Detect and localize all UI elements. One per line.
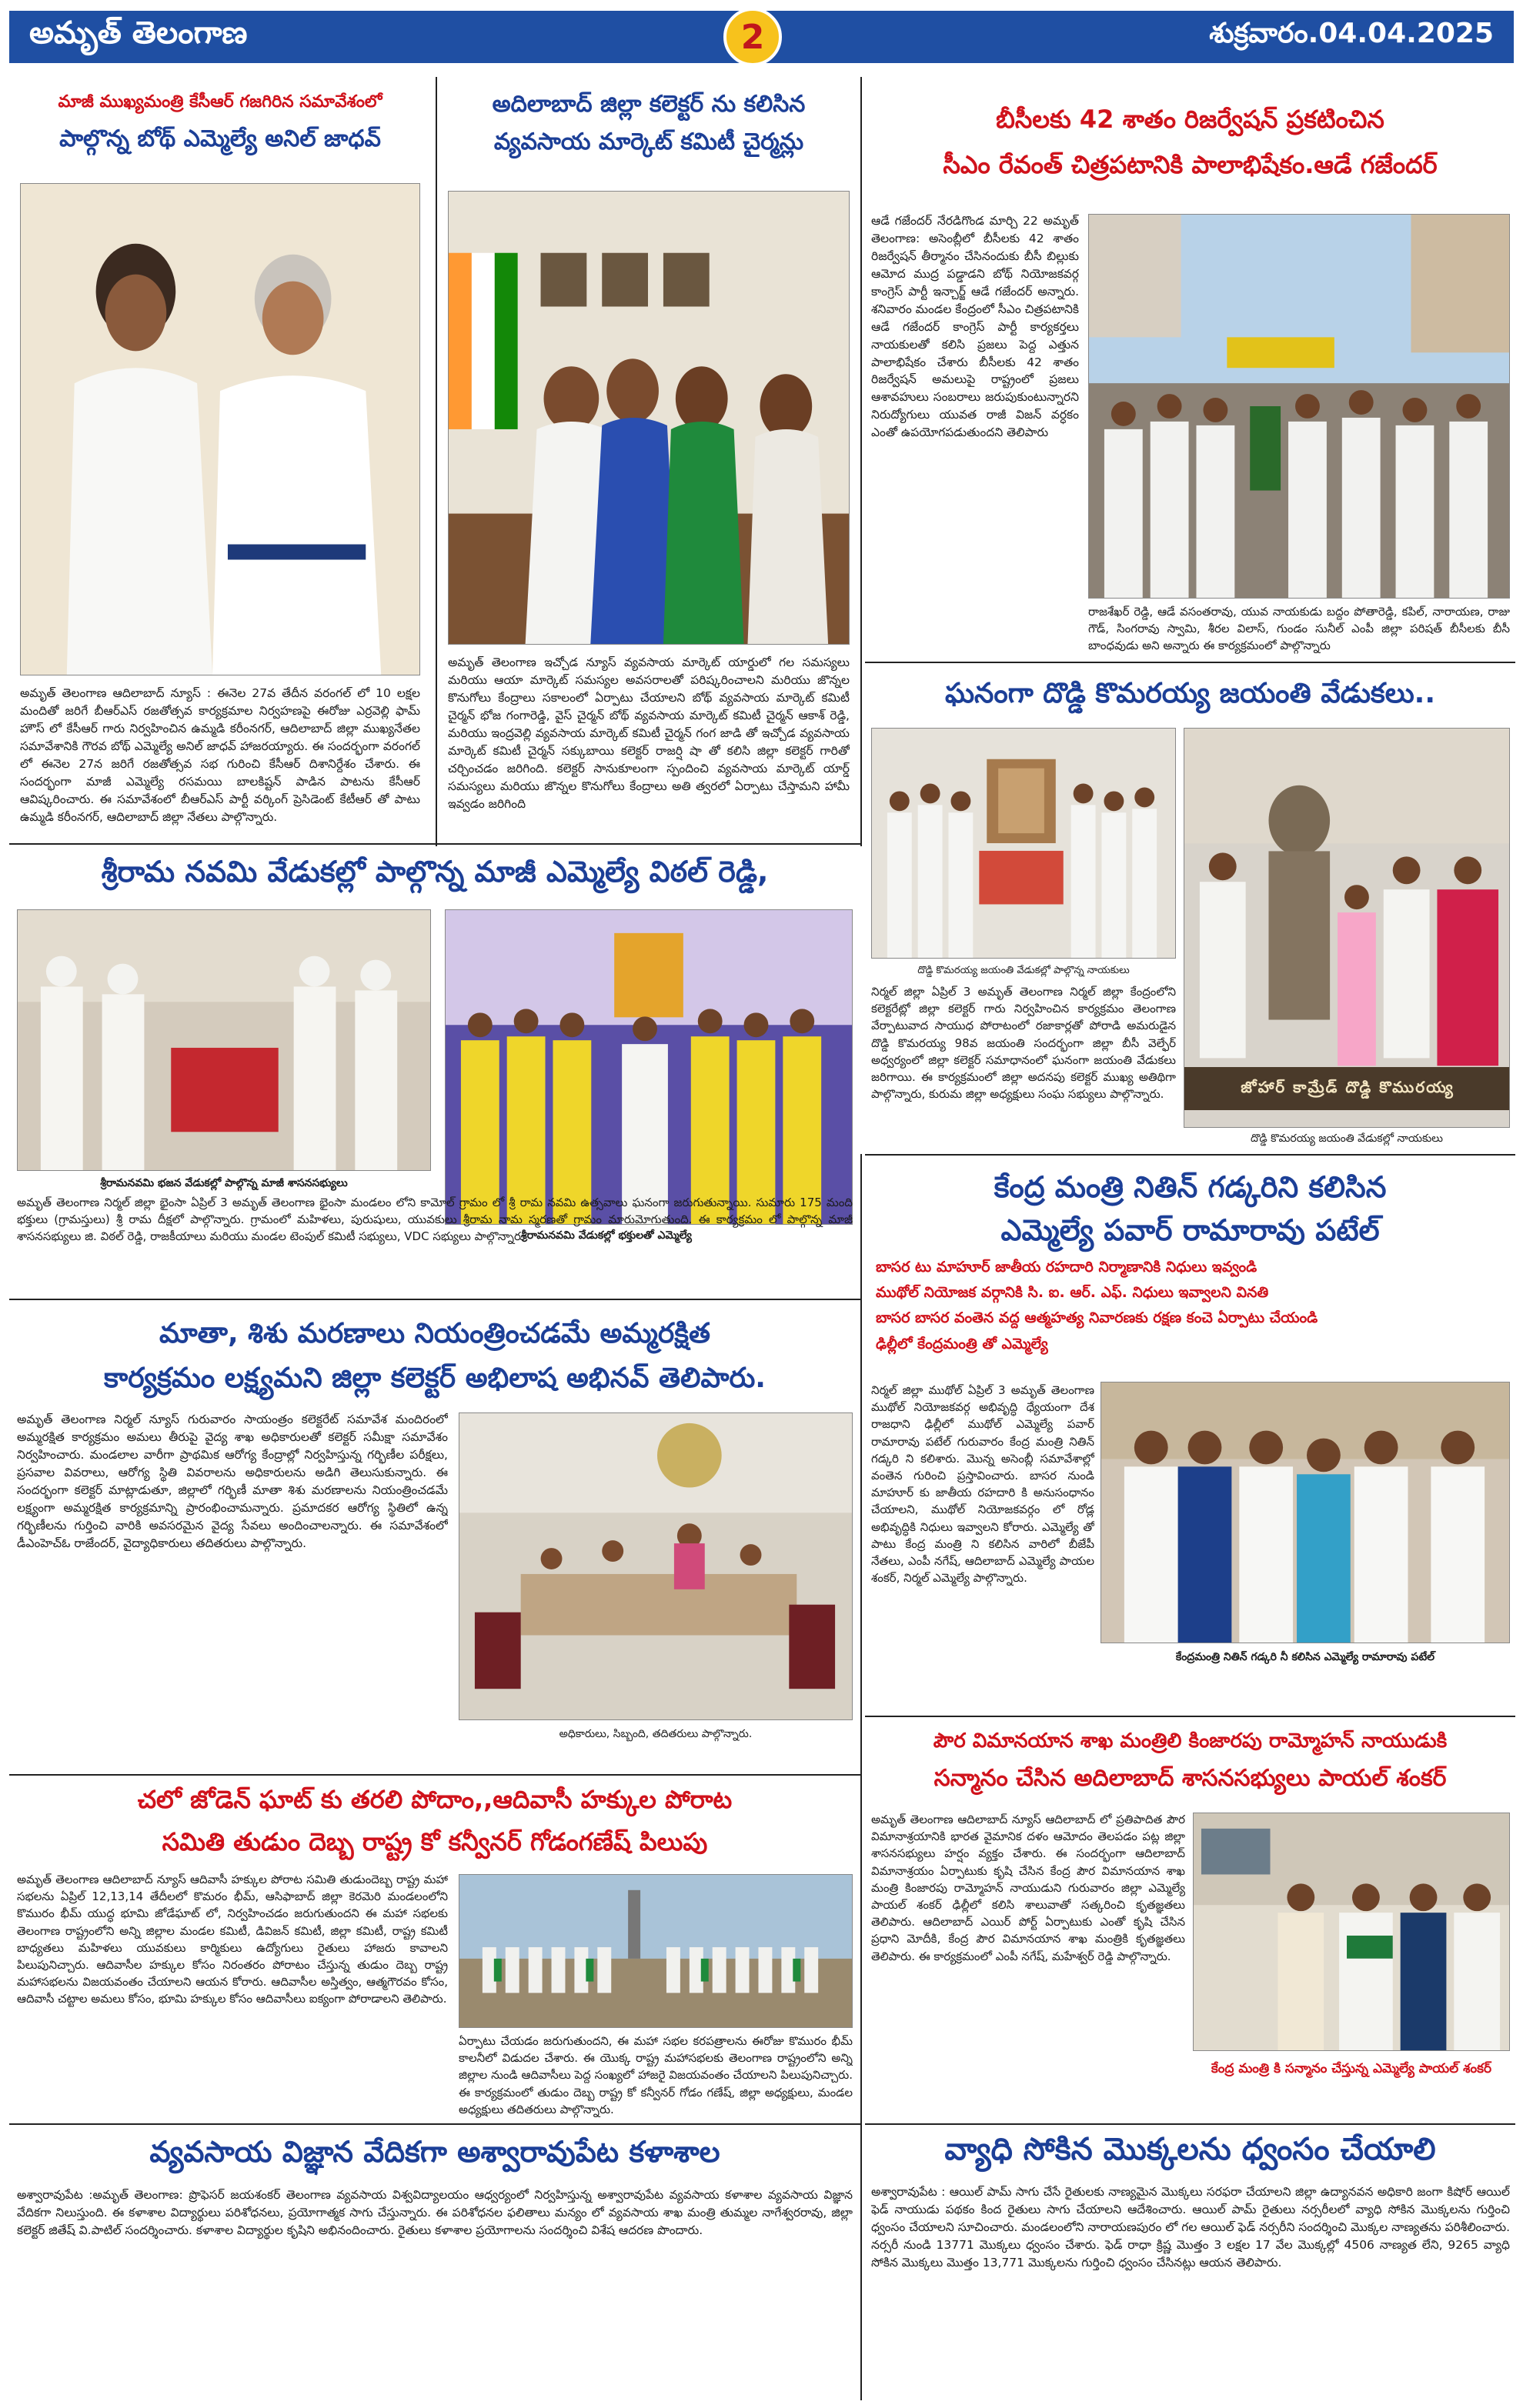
story-headline: వ్యాధి సోకిన మొక్కలను ధ్వంసం చేయాలి [944, 2132, 1436, 2167]
photo-caption: దొడ్డి కొమరయ్య జయంతి వేడుకల్లో నాయకులు [1251, 1132, 1443, 1145]
subhead-bullet: ఢిల్లీలో కేంద్రమంత్రి తో ఎమ్మెల్యే [876, 1335, 1048, 1352]
section-divider [9, 1299, 860, 1300]
column-divider [860, 1154, 862, 2400]
photo-statue-garlanding [1184, 728, 1510, 1128]
story-headline-line1: చలో జోడెన్ ఘాట్ కు తరలి పోదాం,,ఆదివాసీ హక్కుల పోరాట [137, 1785, 733, 1814]
story-headline-line2: సన్మానం చేసిన అదిలాబాద్ శాసనసభ్యులు పాయల్ శంకర్ [934, 1764, 1447, 1792]
story-headline-line2: వ్యవసాయ మార్కెట్ కమిటీ చైర్మన్లు [493, 128, 804, 155]
section-divider [865, 1716, 1515, 1717]
story-ammarakshita [9, 1303, 860, 1769]
photo-review-meeting [459, 1412, 853, 1720]
story-body: అమృత్ తెలంగాణ ఆదిలాబాద్ న్యూస్ : ఈనెల 27వ తేదీన వరంగల్ లో 10 లక్షల మందితో జరిగే బీఆర్ఎస్ రజతోత్సవ కార్యక్రమాల నిర్వహణపై ఈరోజు ఎర్రవెల్లి ఫామ్ హౌస్ లో కేసీఆర్ గారు నిర్వహించిన ఉమ్మడి కరీంనగర్, ఆదిలాబాద్ జిల్లా ముఖ్యనేతల సమావేశానికి గౌరవ బోథ్ ఎమ్మెల్యే అనిల్ జాధవ్ హాజరయ్యారు. ఈ సందర్భంగా వరంగల్ లో ఈనెల 27న జరిగే రజతోత్సవ సభ గురించి కేసీఆర్ దిశానిర్దేశం చేశారు. ఈ సందర్భంగా మాజీ ఎమ్మెల్యే రసమయి బాలకిష్టన్ పాడిన పాటను కేసీఆర్ ఆవిష్కరించారు. ఈ సమావేశంలో బీఆర్ఎస్ పార్టీ వర్కింగ్ ప్రెసిడెంట్ కేటీఆర్ తో పాటు ఉమ్మడి కరీంనగర్, ఆదిలాబాద్ జిల్లా నేతలు పాల్గొన్నారు. [20, 686, 420, 824]
story-body: అశ్వారావుపేట : ఆయిల్ పామ్ సాగు చేసే రైతులకు నాణ్యమైన మొక్కలు సరఫరా చేయాలని జిల్లా ఉద్యానవన అధికారి జంగా కిషోర్ ఆయిల్ ఫెడ్ నాయుడు పథకం కింద రైతులు సాగు చేయాలని ఆదేశించారు. ఆయిల్ పామ్ రైతులు నర్సరీలలో వ్యాధి సోకిన మొక్కలను గుర్తించి ధ్వంసం చేయాలని సూచించారు. మండలంలోని నారాయణపురం లో గల ఆయిల్ ఫెడ్ నర్సరీని సందర్శించి మొక్కల నాణ్యతను పరిశీలించారు. నర్సరీ నుండి 13771 మొక్కలు ధ్వంసం చేశారు. ఫెడ్ రాధా క్రిష్ణ మొత్తం 3 లక్షల 17 వేల మొక్కల్లో 4506 నాణ్యత లేని, 9265 వ్యాధి సోకిన మొక్కలు మొత్తం 13,771 మొక్కలను గుర్తించి ధ్వంసం చేసినట్లు ఆయన తెలిపారు. [871, 2185, 1510, 2270]
story-headline-line1: అదిలాబాద్ జిల్లా కలెక్టర్ ను కలిసిన [492, 91, 806, 118]
photo-tudum-debba [459, 1874, 853, 2028]
photo-caption: కేంద్రమంత్రి నితిన్ గడ్కరి నీ కలిసిన ఎమ్మెల్యే రామారావు పటేల్ [1175, 1651, 1435, 1663]
story-headline-line2: సమితి తుడుం దెబ్బ రాష్ట్ర కో కన్వీనర్ గోడంగణేష్ పిలుపు [162, 1827, 708, 1857]
page-number-badge: 2 [723, 8, 782, 66]
story-kicker: మాజీ ముఖ్యమంత్రి కేసీఆర్ గజగిరిన సమావేశంలో [58, 92, 382, 112]
photo-caption: అధికారులు, సిబ్బంది, తదితరులు పాల్గొన్నారు. [559, 1728, 753, 1740]
issue-date: శుక్రవారం.04.04.2025 [1209, 18, 1494, 49]
story-headline-line1: పౌర విమానయాన శాఖ మంత్రిలి కింజారపు రామ్మోహన్ నాయుడుకి [933, 1729, 1448, 1753]
story-headline-line2: సీఎం రేవంత్ చిత్రపటానికి పాలాభిషేకం.ఆడే గజేందర్ [943, 150, 1438, 180]
story-body-right: ఏర్పాటు చేయడం జరుగుతుందని, ఈ మహా సభల కరపత్రాలను ఈరోజు కొమురం భీమ్ కాలనీలో విడుదల చేశారు. ఈ యొక్క రాష్ట్ర మహాసభలకు తెలంగాణ రాష్ట్రంలోని అన్ని జిల్లాల నుండి ఆదివాసీలు పెద్ద సంఖ్యలో హాజరై విజయవంతం చేయాలని పిలుపునిచ్చారు. ఈ కార్యక్రమంలో తుడుం దెబ్బ రాష్ట్ర కో కన్వీనర్ గోడం గణేష్, జిల్లా అధ్యక్షులు, మండల అధ్యక్షులు తదితరులు పాల్గొన్నారు. [459, 2034, 853, 2116]
story-body: ఆడే గజేందర్ నేరడిగొండ మార్చి 22 అమృత్ తెలంగాణ: అసెంబ్లీలో బీసీలకు 42 శాతం రిజర్వేషన్ తీర్మానం చేసినందుకు బీసీ బిల్లుకు ఆమోద ముద్ర పడ్డాడని బోథ్ నియోజకవర్గ కాంగ్రెస్ పార్టీ ఇన్చార్జ్ ఆడే గజేందర్ అన్నారు. శనివారం మండల కేంద్రంలో సీఎం చిత్రపటానికి ఆడే గజేందర్ కాంగ్రెస్ పార్టీ కార్యకర్తలు నాయకులతో కలిసి ప్రజలు పెద్ద ఎత్తున పాలాభిషేకం చేశారు బీసీలకు 42 శాతం రిజర్వేషన్ అమలుపై రాష్ట్రంలో ప్రజలు ఆశావహులు సంబరాలు జరుపుకుంటున్నారని నిరుద్యోగులు యువత రాజీ విజన్ వర్ధకం ఎంతో ఉపయోగపడుతుందని తెలిపారు [871, 214, 1079, 440]
column-divider [860, 77, 862, 846]
story-jodeghat-call [9, 1779, 860, 2123]
story-body: అమృత్ తెలంగాణ నిర్మల్ న్యూస్ గురువారం సాయంత్రం కలెక్టరేట్ సమావేశ మందిరంలో అమ్మరక్షిత కార్యక్రమం అమలు తీరుపై వైద్య శాఖ అధికారులతో కలెక్టర్ సమీక్షా సమావేశం నిర్వహించారు. మండలాల వారీగా ప్రాథమిక ఆరోగ్య కేంద్రాల్లో నిర్వహిస్తున్న గర్భిణీల పరీక్షలు, ప్రసవాల వివరాలు, ఆరోగ్య స్థితి వివరాలను అధికారులను అడిగి తెలుసుకున్నారు. ఈ సందర్భంగా కలెక్టర్ మాట్లాడుతూ, జిల్లాలో గర్భిణీ మాతా శిశు మరణాలను నియంత్రించడమే లక్ష్యంగా అమ్మరక్షిత కార్యక్రమాన్ని ప్రారంభించామన్నారు. ప్రమాదకర ఆరోగ్య స్థితిలో ఉన్న గర్భిణీలను గుర్తించి వారికి అవసరమైన వైద్య సేవలు అందించాలన్నారు. ఈ సమావేశంలో డీఎంహెచ్ఓ రాజేందర్, వైద్యాధికారులు తదితరులు పాల్గొన్నారు. [17, 1412, 448, 1550]
section-divider [865, 1154, 1515, 1156]
story-rammohan-naidu [865, 1720, 1515, 2120]
story-agri-college [9, 2128, 860, 2402]
story-gadkari-meeting [865, 1159, 1515, 1713]
newspaper-name: అమృత్ తెలంగాణ [29, 15, 248, 51]
photo-caption: శ్రీరామనవమి వేడుకల్లో భక్తులతో ఎమ్మెల్యే [521, 1229, 692, 1242]
photo-caption: కేంద్ర మంత్రి కి సన్మానం చేస్తున్న ఎమ్మెల్యే పాయల్ శంకర్ [1211, 2061, 1492, 2076]
story-bc-reservation [865, 77, 1515, 662]
photo-collector-meeting [448, 191, 850, 645]
story-body: అమృత్ తెలంగాణ నిర్మల్ జిల్లా భైంసా ఏప్రిల్ 3 అమృత్ తెలంగాణ భైంసా మండలం లోని కామోల్ గ్రామం లో శ్రీ రామ నవమి ఉత్సవాలు ఘనంగా జరుగుతున్నాయి. సుమారు 175 మంది భక్తులు (గ్రామస్తులు) శ్రీ రామ దీక్షలో పాల్గొన్నారు. గ్రామంలో మహిళలు, పురుషులు, యువకులు శ్రీరామ నామ స్మరణతో గ్రామం మారుమోగుతుంది. ఈ కార్యక్రమం లో పాల్గొన్న మాజీ శాసనసభ్యులు జి. విఠల్ రెడ్డి, రాజకీయాలు మరియు మండల టెంపుల్ కమిటీ సభ్యులు, VDC సభ్యులు పాల్గొన్నారు [17, 1196, 853, 1244]
story-headline-line2: ఎమ్మెల్యే పవార్ రామారావు పటేల్ [1000, 1213, 1380, 1248]
section-divider [865, 2123, 1515, 2125]
story-headline: ఘనంగా దొడ్డి కొమరయ్య జయంతి వేడుకలు.. [944, 678, 1436, 709]
column-divider [436, 77, 437, 846]
photo-devotees-group [445, 909, 853, 1225]
story-body: అమృత్ తెలంగాణ ఆదిలాబాద్ న్యూస్ ఆదిలాబాద్ లో ప్రతిపాదిత పౌర విమానాశ్రయానికి భారత వైమానిక దళం ఆమోదం తెలపడం పట్ల జిల్లా శాసనసభ్యులు హర్షం వ్యక్తం చేశారు. ఈ సందర్భంగా ఆదిలాబాద్ విమానాశ్రయం ఏర్పాటుకు కృషి చేసిన కేంద్ర పౌర విమానయాన శాఖ మంత్రి కింజారపు రామ్మోహన్ నాయుడుని గురువారం జిల్లా ఎమ్మెల్యే పాయల్ శంకర్ ఢిల్లీలో కలిసి శాలువాతో సత్కరించి కృతజ్ఞతలు తెలిపారు. ఆదిలాబాద్ ఎయిర్ పోర్ట్ ఏర్పాటుకు ఎంతో కృషి చేసిన ప్రధాని మోదీకి, కేంద్ర పౌర విమానయాన శాఖ మంత్రికి కృతజ్ఞతలు తెలిపారు. ఈ కార్యక్రమంలో ఎంపీ నగేష్, మహేశ్వర్ రెడ్డి పాల్గొన్నారు. [871, 1813, 1185, 1963]
story-headline: పాల్గొన్న బోథ్ ఎమ్మెల్యే అనిల్ జాధవ్ [59, 125, 381, 152]
story-market-committee [442, 77, 856, 839]
photo-milk-abhishekam [1088, 214, 1510, 599]
story-headline: వ్యవసాయ విజ్ఞాన వేదికగా అశ్వారావుపేట కళాశాల [149, 2135, 720, 2169]
photo-jayanti-group [871, 728, 1176, 959]
story-headline: శ్రీరామ నవమి వేడుకల్లో పాల్గొన్న మాజీ ఎమ్మెల్యే విఠల్ రెడ్డి, [101, 855, 769, 889]
story-body: నిర్మల్ జిల్లా ముథోల్ ఏప్రిల్ 3 అమృత్ తెలంగాణ ముథోల్ నియోజకవర్గ అభివృద్ధి ధ్యేయంగా దేశ రాజధాని ఢిల్లీలో ముథోల్ ఎమ్మెల్యే పవార్ రామారావు పటేల్ గురువారం కేంద్ర మంత్రి నితిన్ గడ్కరి ని కలిశారు. మొన్న అసెంబ్లీ సమావేశాల్లో వంతెన గురించి ప్రస్తావించారు. బాసర నుండి మాహూర్ కు జాతీయ రహదారి కి అనుసంధానం చేయాలని, ముథోల్ నియోజకవర్గం లో రోడ్ల అభివృద్ధికి నిధులు ఇవ్వాలని కోరారు. ఎమ్మెల్యే తో పాటు కేంద్ర మంత్రి ని కలిసిన వారిలో బీజేపీ నేతలు, ఎంపీ నగేష్, ఆదిలాబాద్ ఎమ్మెల్యే పాయల శంకర్, నిర్మల్ ఎమ్మెల్యే పాల్గొన్నారు. [871, 1383, 1094, 1586]
story-body: అమృత్ తెలంగాణ ఇచ్చోడ న్యూస్ వ్యవసాయ మార్కెట్ యార్డులో గల సమస్యలు మరియు ఆయా మార్కెట్ సమస్యల అవసరాలతో పరిష్కరించాలని మరియు జొన్నల కొనుగోలు కేంద్రాలు సకాలంలో ఏర్పాటు చేయాలని బోథ్ వ్యవసాయ మార్కెట్ కమిటీ చైర్మన్ భోజ గంగారెడ్డి, వైస్ చైర్మన్ బోథ్ వ్యవసాయ మార్కెట్ కమిటీ చైర్మన్ ఆకాశ్ రెడ్డి, మరియు ఇంద్రవెల్లి వ్యవసాయ మార్కెట్ కమిటీ చైర్మన్ గంగ జాడి తో ఇచ్చోడ వ్యవసాయ మార్కెట్ కమిటీ చైర్మన్ సక్కుబాయి కలెక్టర్ రాజర్షి షా తో కలిసి జిల్లా కలెక్టర్ గారితో చర్చించడం జరిగింది. కలెక్టర్ సానుకూలంగా స్పందించి వ్యవసాయ మార్కెట్ యార్డ్ సమస్యలు మరియు జొన్నల కొనుగోలు కేంద్రాలు అతి త్వరలో ఏర్పాటు చేస్తామని హామీ ఇవ్వడం జరిగింది [448, 655, 850, 811]
section-divider [9, 1774, 860, 1776]
photo-bhajan [17, 909, 431, 1171]
story-headline-line1: బీసీలకు 42 శాతం రిజర్వేషన్ ప్రకటించిన [996, 105, 1384, 134]
story-srirama-navami [9, 848, 860, 1294]
photo-caption: రాజశేఖర్ రెడ్డి, ఆడే వసంతరావు, యువ నాయకుడు బద్దం పోతారెడ్డి, కపిల్, నారాయణ, రాజు గౌడ్, సింగరావు స్వామి, శీరల విలాస్, గుండం సునీల్ ఎంపీ జిల్లా పరిషత్ బీసీలకు బీసీ బాంధవుడు అని అన్నారు ఈ కార్యక్రమంలో పాల్గొన్నారు [1088, 605, 1510, 653]
story-komaraiah-jayanti [865, 666, 1515, 1151]
section-divider [865, 662, 1515, 663]
photo-gadkari [1101, 1382, 1510, 1643]
photo-leaders-meeting [20, 183, 420, 675]
section-divider [9, 843, 860, 845]
story-headline-line1: మాతా, శిశు మరణాలు నియంత్రించడమే అమ్మరక్షిత [159, 1318, 711, 1349]
photo-caption: దొడ్డి కొమరయ్య జయంతి వేడుకల్లో పాల్గొన్న నాయకులు [917, 965, 1130, 976]
story-diseased-plants [865, 2128, 1515, 2402]
section-divider [9, 2123, 860, 2125]
subhead-bullet: బాసర బాసర వంతెన వద్ద ఆత్మహత్య నివారణకు రక్షణ కంచె ఏర్పాటు చేయండి [876, 1309, 1318, 1327]
photo-caption: శ్రీరామనవమి భజన వేడుకల్లో పాల్గొన్న మాజీ శాసనసభ్యులు [100, 1177, 348, 1189]
story-body-left: అమృత్ తెలంగాణ ఆదిలాబాద్ న్యూస్ ఆదివాసీ హక్కుల పోరాట సమితి తుడుందెబ్బ రాష్ట్ర మహా సభలను ఏప్రిల్ 12,13,14 తేదీలలో కొమరం భీమ్, ఆసిఫాబాద్ జిల్లా కెరమెరి మండలంలోని కొమురం భీమ్ యుద్ధ భూమి జోడేఘాట్ లో, నిర్వహించడం జరుగుతుందని ఈ మహా సభలకు తెలంగాణ రాష్ట్రంలోని అన్ని జిల్లాల మండల కమిటీ, డివిజన్ కమిటీ, జిల్లా కమిటీ, రాష్ట్ర కమిటీ బాధ్యతలు మహిళలు యువకులు కార్మికులు ఉద్యోగులు రైతులు హాజరు కావాలని పిలుపునిచ్చారు. ఆదివాసీల హక్కుల కోసం నిరంతరం పోరాటం చేస్తున్న తుడుం దెబ్బ రాష్ట్ర మహాసభలను విజయవంతం చేయాలని ఆయన కోరారు. ఆదివాసీల అస్తిత్వం, ఆత్మగౌరవం కోసం, ఆదివాసీ చట్టాల అమలు కోసం, భూమి హక్కుల కోసం ఆదివాసీలు ఐక్యంగా పోరాడాలని తెలిపారు. [17, 1873, 448, 2006]
story-body: నిర్మల్ జిల్లా ఏప్రిల్ 3 అమృత్ తెలంగాణ నిర్మల్ జిల్లా కేంద్రంలోని కలెక్టరేట్లో జిల్లా కలెక్టర్ గారు నిర్వహించిన కార్యక్రమం తెలంగాణ వేర్పాటువాద సాయుధ పోరాటంలో రజాకార్లతో పోరాడి అమరుడైన దొడ్డి కొమరయ్య 98వ జయంతి సందర్భంగా జిల్లా బీసీ వెల్ఫేర్ అధ్వర్యంలో జిల్లా కలెక్టర్ సమాధానంలో ఘనంగా జయంతి వేడుకలు జరిగాయి. ఈ కార్యక్రమంలో జిల్లా అదనపు కలెక్టర్ ముఖ్య అతిథిగా పాల్గొన్నారు, కురుమ జిల్లా అధ్యక్షులు సంఘ సభ్యులు పాల్గొన్నారు. [871, 985, 1176, 1102]
photo-felicitation [1193, 1813, 1510, 2051]
story-kcr-meeting [9, 77, 431, 839]
subhead-bullet: ముథోల్ నియోజక వర్గానికి సి. ఐ. ఆర్. ఎఫ్. నిధులు ఇవ్వాలని వినతి [876, 1284, 1269, 1302]
subhead-bullet: బాసర టు మాహూర్ జాతీయ రహదారి నిర్మాణానికి నిధులు ఇవ్వండి [876, 1259, 1257, 1276]
story-headline-line2: కార్యక్రమం లక్ష్యమని జిల్లా కలెక్టర్ అభిలాష అభినవ్ తెలిపారు. [104, 1362, 766, 1394]
story-headline-line1: కేంద్ర మంత్రి నితిన్ గడ్కరిని కలిసిన [994, 1170, 1387, 1204]
statue-nameplate: జోహార్ కామ్రేడ్ దొడ్డి కొమురయ్య [1184, 1067, 1510, 1110]
story-body: అశ్వారావుపేట :అమృత్ తెలంగాణ: ప్రొఫెసర్ జయశంకర్ తెలంగాణ వ్యవసాయ విశ్వవిద్యాలయం ఆధ్వర్యంలో నిర్వహిస్తున్న అశ్వారావుపేట వ్యవసాయ కళాశాల వ్యవసాయ విజ్ఞాన వేదికగా నిలుస్తుంది. ఈ కళాశాల విద్యార్థులు పరిశోధనలు, ప్రయోగాత్మక సాగు చేస్తున్నారు. ఈ పరిశోధనల ఫలితాలు మన్యం లో వ్యవసాయ శాఖ మంత్రి తుమ్మల నాగేశ్వరరావు, జిల్లా కలెక్టర్ జితేష్ వి.పాటిల్ సందర్శించారు. కళాశాల విద్యార్థుల కృషిని అభినందించారు. రైతులు కళాశాల ప్రయోగాలను సందర్శించి విశేష ఆదరణ పొందారు. [17, 2188, 853, 2237]
